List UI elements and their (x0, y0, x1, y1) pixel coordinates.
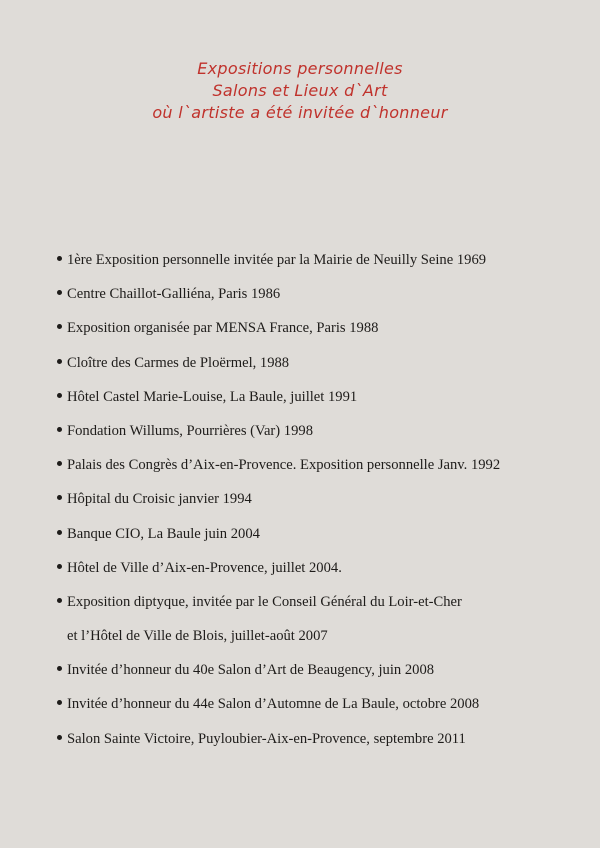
bullet-icon (57, 461, 62, 466)
list-item (57, 252, 500, 286)
bullet-icon (57, 290, 62, 295)
bullet-icon (57, 564, 62, 569)
list-item-text: Invitée d’honneur du 40e Salon d’Art de Beaugency, juin 2008 (67, 662, 435, 679)
list-item (57, 355, 500, 389)
bullet-icon (57, 530, 62, 535)
list-item (57, 662, 500, 696)
list-item (57, 457, 500, 491)
bullet-icon (57, 427, 62, 432)
list-item (57, 560, 500, 594)
list-item (57, 594, 500, 628)
bullet-icon (57, 324, 62, 329)
title-line-1: Expositions personnelles (197, 59, 403, 78)
list-item (57, 389, 500, 423)
list-item (57, 526, 500, 560)
title-line-3: où l`artiste a été invitée d`honneur (152, 103, 448, 122)
list-item (57, 320, 500, 354)
list-item-text: 1ère Exposition personnelle invitée par la Mairie de Neuilly Seine 1969 (67, 252, 487, 268)
list-item-text: Fondation Willums, Pourrières (Var) 1998 (67, 422, 313, 439)
list-item (57, 731, 500, 765)
list-item-text: Hôpital du Croisic janvier 1994 (67, 491, 252, 508)
bullet-icon (57, 700, 62, 705)
list-item (57, 423, 500, 457)
list-item-text: Invitée d’honneur du 44e Salon d’Automne de La Baule, octobre 2008 (67, 696, 480, 713)
list-item (57, 286, 500, 320)
exhibition-list (57, 252, 500, 765)
list-item-text: Centre Chaillot-Galliéna, Paris 1986 (67, 286, 281, 303)
list-item (57, 696, 500, 730)
bullet-icon (57, 598, 62, 603)
list-item-text: et l’Hôtel de Ville de Blois, juillet-août 2007 (67, 628, 328, 645)
bullet-icon (57, 666, 62, 671)
title-line-2: Salons et Lieux d`Art (212, 81, 388, 100)
list-item (57, 491, 500, 525)
bullet-icon (57, 735, 62, 740)
list-item-text: Hôtel Castel Marie-Louise, La Baule, juillet 1991 (67, 388, 358, 405)
list-item-text: Exposition organisée par MENSA France, Paris 1988 (67, 320, 379, 337)
bullet-icon (57, 359, 62, 364)
list-item-text: Exposition diptyque, invitée par le Conseil Général du Loir-et-Cher (67, 593, 462, 610)
list-item-text: Cloître des Carmes de Ploërmel, 1988 (67, 354, 290, 371)
list-item-text: Palais des Congrès d’Aix-en-Provence. Exposition personnelle Janv. 1992 (67, 457, 501, 474)
list-item-text: Hôtel de Ville d’Aix-en-Provence, juillet 2004. (67, 559, 342, 576)
bullet-icon (57, 495, 62, 500)
page-title (0, 58, 600, 124)
list-item-text: Banque CIO, La Baule juin 2004 (67, 525, 260, 542)
bullet-icon (57, 393, 62, 398)
bullet-icon (57, 256, 62, 261)
list-item-text: Salon Sainte Victoire, Puyloubier-Aix-en-Provence, septembre 2011 (67, 730, 466, 747)
list-item-continuation (57, 628, 500, 662)
